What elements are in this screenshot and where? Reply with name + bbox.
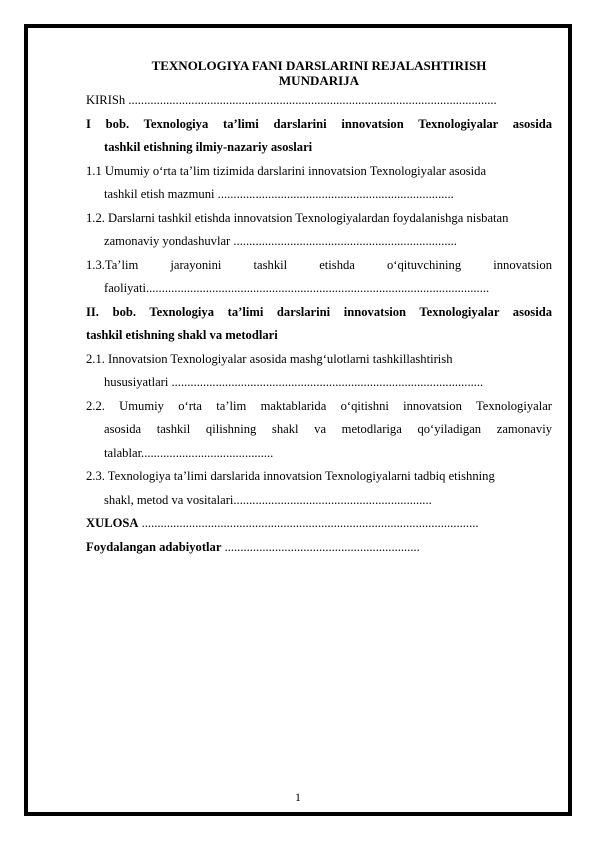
- adabiyotlar-label: Foydalangan adabiyotlar: [86, 539, 222, 554]
- section-1-1-line-1: 1.1 Umumiy o‘rta ta’lim tizimida darslarini innovatsion Texnologiyalar asosida: [86, 163, 487, 178]
- section-2-1-line-2: hususiyatlari ...................................................................................................: [104, 375, 484, 389]
- section-2-3-line-1: 2.3. Texnologiya ta’limi darslarida innovatsion Texnologiyalarni tadbiq etishning: [86, 469, 495, 483]
- section-2-2-line-2: asosida tashkil qilishning shakl va metodlariga qo‘yiladigan zamonaviy: [104, 422, 552, 436]
- xulosa-label: XULOSA: [86, 516, 139, 530]
- toc-entry-adabiyotlar: [86, 536, 552, 560]
- section-1-1-line-2: tashkil etish mazmuni ...........................................................................: [104, 187, 454, 201]
- table-of-contents: [86, 58, 552, 559]
- toc-chapter-1: [86, 113, 552, 160]
- section-2-2-line-3: talablar..........................................: [104, 445, 274, 460]
- section-1-2-line-1: 1.2. Darslarni tashkil etishda innovatsion Texnologiyalardan foydalanishga nisbatan: [86, 210, 509, 225]
- toc-section-2-2: [86, 395, 552, 466]
- toc-entry-xulosa: [86, 512, 552, 536]
- document-title: [86, 58, 552, 88]
- section-2-2-line-1: 2.2. Umumiy o‘rta ta’lim maktablarida o‘qitishni innovatsion Texnologiyalar: [86, 398, 552, 413]
- adabiyotlar-dots: ..............................................................: [221, 539, 420, 554]
- toc-entry-kirish: KIRISh .....................................................................................................................: [86, 93, 497, 107]
- xulosa-dots: ...........................................................................................................: [138, 516, 479, 530]
- section-1-3-line-1: 1.3.Ta’lim jarayonini tashkil etishda o‘qituvchining innovatsion: [86, 257, 552, 272]
- toc-section-2-3: [86, 465, 552, 512]
- title-line-1: TEXNOLOGIYA FANI DARSLARINI REJALASHTIRISH: [151, 58, 487, 73]
- section-1-2-line-2: zamonaviy yondashuvlar .......................................................................: [104, 234, 457, 248]
- title-line-2: MUNDARIJA: [278, 73, 360, 88]
- chapter-2-line-1: II. bob. Texnologiya ta’limi darslarini innovatsion Texnologiyalar asosida: [86, 304, 552, 319]
- toc-section-2-1: [86, 348, 552, 395]
- page-number: 1: [295, 790, 301, 804]
- section-1-3-line-2: faoliyati.............................................................................................................: [104, 281, 490, 295]
- toc-section-1-2: [86, 207, 552, 254]
- toc-section-1-1: [86, 160, 552, 207]
- chapter-2-line-2: tashkil etishning shakl va metodlari: [86, 328, 278, 342]
- toc-section-1-3: [86, 254, 552, 301]
- chapter-1-line-2: tashkil etishning ilmiy-nazariy asoslari: [104, 140, 313, 154]
- section-2-3-line-2: shakl, metod va vositalari...............................................................: [104, 492, 432, 507]
- toc-chapter-2: [86, 301, 552, 348]
- section-2-1-line-1: 2.1. Innovatsion Texnologiyalar asosida mashg‘ulotlarni tashkillashtirish: [86, 351, 453, 366]
- chapter-1-line-1: I bob. Texnologiya ta’limi darslarini innovatsion Texnologiyalar asosida: [86, 116, 552, 131]
